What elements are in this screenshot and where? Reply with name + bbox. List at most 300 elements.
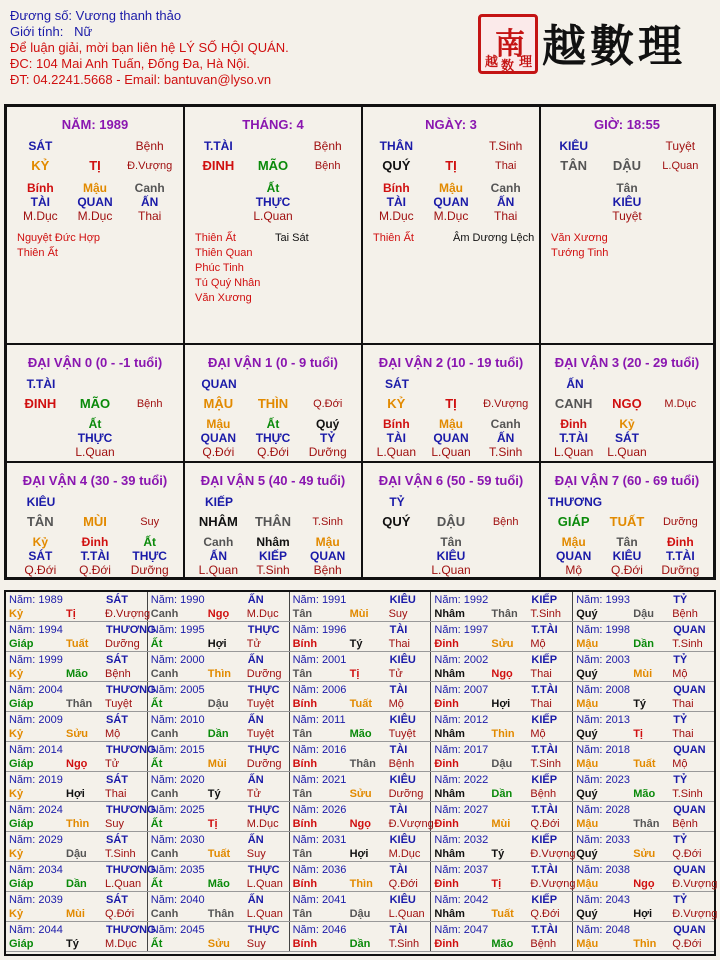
year-god: KIẾP — [531, 774, 558, 786]
pillar-row-item — [654, 195, 707, 209]
luck-pillar-6 — [362, 462, 540, 578]
seal-char-2: 越 — [485, 55, 499, 70]
year-label-text: Năm: — [292, 684, 319, 696]
pillar-row-item — [369, 563, 424, 577]
year-label — [151, 773, 205, 787]
pillar-row-item: M.Dục — [77, 209, 113, 223]
year-cell — [290, 802, 432, 831]
luck-pillar-title: ĐẠI VẬN 6 (50 - 59 tuổi) — [378, 473, 524, 488]
year-stem: Bính — [292, 638, 318, 650]
pillar-row-item: QUÝ — [382, 514, 411, 529]
year-god: TÀI — [389, 804, 408, 816]
pillar-row — [13, 563, 177, 577]
pillar-row — [13, 139, 177, 153]
pillar-row — [191, 445, 355, 459]
pillar-row-item — [654, 445, 707, 459]
pillar-row — [547, 195, 707, 209]
year-stem: Tân — [292, 908, 313, 920]
year-god: THỰC — [247, 684, 280, 696]
pillar-row-item: Canh — [490, 181, 521, 195]
name-line — [10, 8, 470, 24]
year-number: 1994 — [38, 624, 63, 636]
year-number: 2013 — [605, 714, 631, 726]
year-label-text: Năm: — [292, 774, 319, 786]
year-phase: L.Quan — [105, 878, 142, 890]
gender-label: Giới tính: — [10, 24, 64, 39]
pillar-stars — [195, 231, 260, 306]
year-branch: Hợi — [207, 638, 227, 650]
year-label — [9, 923, 63, 937]
pillar-row-item: L.Quan — [431, 445, 471, 459]
year-stem: Quý — [576, 788, 598, 800]
year-number: 2048 — [605, 924, 631, 936]
year-cell — [6, 862, 156, 891]
year-phase: Dưỡng — [246, 668, 282, 680]
year-label — [293, 713, 346, 727]
brand-title: 越數理 — [542, 21, 686, 72]
year-god: TỶ — [673, 834, 688, 846]
pillar-row-item: Dưỡng — [130, 563, 169, 577]
year-number: 2041 — [321, 894, 347, 906]
year-god: ẤN — [247, 834, 264, 846]
year-phase: Đ.Vượng — [388, 818, 434, 830]
pillar-row-item: Bệnh — [136, 398, 163, 410]
year-number: 2002 — [463, 654, 489, 666]
pillar-row-item: L.Quan — [376, 445, 417, 459]
year-god: TÀI — [389, 624, 408, 636]
pillar-row — [547, 445, 707, 459]
year-label-text: Năm: — [150, 744, 178, 756]
pillar-row-item: NGỌ — [612, 396, 642, 411]
year-phase: Dưỡng — [105, 638, 140, 650]
pillar-row — [191, 181, 355, 195]
pillar-row — [369, 445, 533, 459]
year-number: 2018 — [605, 744, 631, 756]
pillar-row-item: Bệnh — [135, 139, 164, 153]
pillar-row-item: TÀI — [30, 195, 50, 209]
star-name: Văn Xương — [195, 292, 252, 304]
year-label — [9, 593, 63, 607]
yearly-table — [4, 590, 716, 956]
year-branch: Dần — [207, 728, 229, 740]
pillar-row-item: TÂN — [26, 514, 54, 529]
year-cell — [431, 622, 573, 651]
year-label-text: Năm: — [576, 594, 603, 606]
year-label — [434, 713, 488, 727]
pillar-row-item — [654, 431, 707, 445]
year-number: 1997 — [463, 624, 489, 636]
year-label — [9, 803, 63, 817]
year-number: 1998 — [605, 624, 631, 636]
year-label-text: Năm: — [576, 924, 603, 936]
year-cell — [431, 712, 573, 741]
year-phase: Thai — [388, 638, 410, 650]
pillar-row-item: THÂN — [254, 514, 292, 529]
year-label — [151, 803, 205, 817]
pillar-row — [191, 431, 355, 445]
year-god: KIẾP — [531, 594, 558, 606]
year-phase: Mộ — [530, 728, 546, 740]
year-god: THƯƠNG — [106, 684, 156, 696]
year-phase: Mộ — [672, 668, 688, 680]
year-label-text: Năm: — [292, 924, 319, 936]
pillar-row-item: KỶ — [31, 158, 50, 173]
year-branch: Tuất — [633, 758, 656, 770]
year-number: 1992 — [463, 594, 489, 606]
year-label-text: Năm: — [150, 924, 178, 936]
pillar-row-item: THỰC — [132, 549, 167, 563]
year-number: 2005 — [180, 684, 205, 696]
year-cell — [573, 832, 714, 861]
year-branch: Thìn — [491, 728, 515, 740]
year-label-text: Năm: — [292, 744, 319, 756]
year-label-text: Năm: — [292, 594, 319, 606]
year-label — [293, 833, 347, 847]
year-god: SÁT — [106, 654, 128, 666]
year-label-text: Năm: — [9, 654, 36, 666]
pillar-row-item: SÁT — [614, 431, 639, 445]
pillar-stars — [373, 231, 414, 246]
year-label — [151, 593, 205, 607]
pillar-row-item: Tân — [440, 535, 462, 549]
pillar-row — [369, 515, 533, 529]
year-god: T.TÀI — [531, 924, 558, 936]
year-branch: Mão — [633, 788, 656, 800]
year-number: 2038 — [605, 864, 631, 876]
year-phase: Đ.Vượng — [672, 908, 718, 920]
year-cell — [431, 832, 576, 861]
pillar-row-item — [547, 209, 600, 223]
pillar-row-item: TÀI — [386, 431, 406, 445]
year-number: 2022 — [463, 774, 489, 786]
year-label — [434, 743, 488, 757]
pillar-row-item: TÂN — [560, 158, 588, 173]
pillar-row-item: Bính — [383, 417, 410, 431]
year-god: ẤN — [247, 714, 264, 726]
year-phase: Đ.Vượng — [530, 878, 576, 890]
year-number: 2029 — [38, 834, 63, 846]
year-cell — [431, 652, 573, 681]
year-label-text: Năm: — [150, 774, 178, 786]
year-stem: Tân — [292, 788, 313, 800]
pillar-row-item — [300, 181, 355, 195]
year-label — [151, 713, 205, 727]
year-number: 2047 — [463, 924, 489, 936]
year-cell — [148, 622, 290, 651]
year-god: TỶ — [673, 594, 688, 606]
pillar-row — [547, 159, 707, 173]
year-row — [6, 712, 714, 742]
year-label-text: Năm: — [434, 774, 461, 786]
pillar-row-item: Đ.Vượng — [483, 398, 529, 410]
year-number: 2019 — [38, 774, 63, 786]
year-label — [9, 623, 63, 637]
year-god: QUAN — [673, 924, 706, 936]
luck-pillar-god: QUAN — [201, 377, 237, 391]
year-cell — [148, 712, 290, 741]
year-cell — [148, 682, 290, 711]
year-stem: Mậu — [576, 938, 599, 950]
year-number: 2021 — [321, 774, 347, 786]
year-god: KIÊU — [389, 594, 416, 606]
year-cell — [148, 892, 290, 921]
year-number: 2014 — [38, 744, 63, 756]
year-row — [6, 832, 714, 862]
luck-pillar-title: ĐẠI VẬN 2 (10 - 19 tuổi) — [378, 355, 524, 370]
pillar-row — [13, 209, 177, 223]
year-label — [9, 833, 63, 847]
year-label-text: Năm: — [434, 834, 461, 846]
pillar-row-item: CANH — [554, 396, 593, 411]
pillar-0 — [6, 106, 184, 344]
pillar-row — [369, 549, 533, 563]
star-name: Tai Sát — [275, 232, 309, 244]
year-phase: Đ.Vượng — [672, 878, 718, 890]
year-phase: Tuyệt — [388, 728, 416, 740]
year-god: THƯƠNG — [106, 864, 156, 876]
year-god: KIẾP — [531, 834, 558, 846]
pillar-2 — [362, 106, 540, 344]
year-phase: Q.Đới — [105, 908, 135, 920]
pillar-row-item — [300, 209, 355, 223]
year-label — [434, 893, 488, 907]
year-phase: T.Sinh — [672, 638, 703, 650]
year-cell — [573, 622, 714, 651]
year-stem: Kỷ — [9, 848, 24, 860]
luck-pillar-god: TỶ — [389, 495, 405, 509]
pillar-row-item: ĐINH — [24, 396, 57, 411]
year-label-text: Năm: — [576, 684, 603, 696]
year-cell — [290, 742, 432, 771]
pillar-row-item: QUAN — [77, 195, 113, 209]
year-number: 2024 — [38, 804, 63, 816]
year-phase: Q.Đới — [672, 938, 702, 950]
pillar-row-item: THỰC — [255, 195, 291, 209]
year-branch: Dần — [633, 638, 654, 650]
star-name: Thiên Ất — [373, 232, 414, 244]
pillar-row-item — [13, 445, 68, 459]
pillar-row — [13, 181, 177, 195]
year-label-text: Năm: — [150, 714, 178, 726]
year-god: TÀI — [389, 744, 408, 756]
year-number: 2011 — [321, 714, 346, 726]
year-number: 1991 — [321, 594, 347, 606]
year-label-text: Năm: — [434, 624, 461, 636]
year-label-text: Năm: — [150, 654, 178, 666]
year-label-text: Năm: — [9, 624, 36, 636]
year-phase: Q.Đới — [530, 908, 560, 920]
year-phase: Bệnh — [530, 938, 557, 950]
pillar-row-item — [122, 417, 177, 431]
pillar-row-item: TÀI — [386, 195, 406, 209]
year-label-text: Năm: — [434, 924, 461, 936]
year-god: T.TÀI — [531, 744, 558, 756]
year-label-text: Năm: — [9, 594, 36, 606]
pillar-row — [369, 417, 533, 431]
pillar-row-item: NHÂM — [198, 514, 238, 529]
pillar-row — [369, 563, 533, 577]
year-stem: Mậu — [576, 758, 599, 770]
year-branch: Tý — [491, 848, 505, 860]
pillar-row-item — [191, 181, 246, 195]
year-stem: Nhâm — [434, 788, 465, 800]
year-label — [293, 683, 347, 697]
year-phase: M.Dục — [388, 848, 421, 860]
pillar-row-item: Mộ — [565, 563, 582, 577]
luck-pillar-title: ĐẠI VẬN 3 (20 - 29 tuổi) — [554, 355, 700, 370]
year-branch: Thìn — [207, 668, 232, 680]
year-branch: Thìn — [633, 938, 657, 950]
year-number: 2012 — [463, 714, 489, 726]
year-branch: Mão — [66, 668, 88, 680]
year-label — [576, 923, 630, 937]
year-cell — [290, 772, 432, 801]
year-label-text: Năm: — [150, 894, 178, 906]
year-stem: Giáp — [9, 878, 34, 890]
year-stem: Giáp — [9, 938, 34, 950]
year-number: 2037 — [463, 864, 489, 876]
star-name: Tướng Tinh — [551, 247, 609, 259]
pillar-row-item: KIẾP — [259, 549, 288, 563]
pillar-row-item: Thai — [138, 209, 162, 223]
year-branch: Hợi — [633, 908, 653, 920]
pillar-row-item: T.TÀI — [665, 549, 695, 563]
year-label — [9, 743, 63, 757]
year-cell — [431, 802, 573, 831]
year-god: TÀI — [389, 864, 408, 876]
year-label-text: Năm: — [576, 744, 603, 756]
year-cell — [431, 772, 573, 801]
year-label-text: Năm: — [434, 864, 461, 876]
year-stem: Đinh — [434, 758, 459, 770]
pillar-row-item — [547, 195, 600, 209]
year-stem: Bính — [292, 758, 318, 770]
year-label — [293, 593, 347, 607]
year-god: THỰC — [247, 804, 280, 816]
contact-line: Để luận giải, mời bạn liên hệ LÝ SỐ HỘI QUÁN. — [10, 40, 289, 55]
year-phase: Tuyệt — [105, 698, 133, 710]
year-branch: Hợi — [491, 698, 511, 710]
year-phase: Dưỡng — [246, 758, 282, 770]
year-label — [293, 653, 347, 667]
year-cell — [6, 742, 156, 771]
year-god: THỰC — [247, 624, 280, 636]
pillar-row-item: THỰC — [255, 431, 291, 445]
year-branch: Mùi — [207, 758, 227, 770]
year-branch: Mùi — [633, 668, 653, 680]
luck-pillar-3 — [540, 344, 714, 462]
year-branch: Tý — [207, 788, 221, 800]
year-stem: Ất — [150, 638, 163, 650]
year-label-text: Năm: — [292, 834, 319, 846]
year-branch: Tý — [349, 638, 363, 650]
year-label-text: Năm: — [576, 804, 603, 816]
year-label — [151, 893, 205, 907]
year-stem: Ất — [150, 938, 163, 950]
year-stem: Bính — [292, 818, 318, 830]
year-number: 1996 — [321, 624, 347, 636]
pillar-row-item: DẬU — [436, 514, 466, 529]
star-name: Tú Quý Nhân — [195, 277, 261, 289]
year-label-text: Năm: — [434, 654, 461, 666]
year-stem: Tân — [292, 728, 313, 740]
pillar-row-item: M.Dục — [379, 209, 414, 223]
year-number: 2030 — [180, 834, 205, 846]
pillar-row-item: KIÊU — [612, 549, 642, 563]
year-god: T.TÀI — [531, 804, 558, 816]
luck-pillar-title: ĐẠI VẬN 7 (60 - 69 tuổi) — [554, 473, 700, 488]
pillar-row-item: Canh — [134, 181, 165, 195]
year-label-text: Năm: — [576, 714, 603, 726]
pillar-row-item — [122, 445, 177, 459]
year-branch: Ngọ — [207, 608, 230, 620]
year-label — [293, 803, 347, 817]
year-label-text: Năm: — [292, 804, 319, 816]
year-stem: Canh — [150, 728, 179, 740]
luck-pillar-title: ĐẠI VẬN 0 (0 - -1 tuổi) — [27, 355, 163, 370]
year-stem: Mậu — [576, 698, 599, 710]
year-god: THƯƠNG — [106, 624, 156, 636]
year-stem: Mậu — [576, 878, 599, 890]
year-branch: Mão — [349, 728, 372, 740]
year-phase: L.Quan — [246, 878, 283, 890]
year-stem: Ất — [150, 878, 163, 890]
year-label — [9, 713, 63, 727]
year-row — [6, 892, 718, 922]
year-god: QUAN — [673, 864, 706, 876]
pillar-row-item: THÌN — [257, 396, 289, 411]
year-phase: Mộ — [672, 758, 688, 770]
year-number: 2039 — [38, 894, 63, 906]
pillar-row-item: TỊ — [89, 158, 101, 173]
name-label: Đương số: — [10, 8, 73, 23]
year-god: KIẾP — [531, 654, 558, 666]
pillar-row-item: Quý — [316, 417, 340, 431]
year-cell — [148, 862, 290, 891]
year-god: ẤN — [247, 594, 264, 606]
year-label — [576, 833, 630, 847]
year-branch: Tý — [66, 938, 79, 950]
luck-pillar-title: ĐẠI VẬN 5 (40 - 49 tuổi) — [200, 473, 346, 488]
year-branch: Sửu — [349, 788, 372, 800]
year-phase: Suy — [246, 938, 266, 950]
pillar-row — [369, 139, 533, 153]
pillar-row-item: Tuyệt — [612, 209, 642, 223]
pillar-row-item: T.Sinh — [489, 139, 523, 153]
year-number: 1995 — [180, 624, 205, 636]
year-phase: M.Dục — [105, 938, 137, 950]
year-phase: T.Sinh — [530, 608, 561, 620]
year-label-text: Năm: — [150, 684, 178, 696]
year-branch: Dậu — [66, 848, 87, 860]
pillar-row — [191, 195, 355, 209]
year-label — [151, 623, 205, 637]
year-label-text: Năm: — [576, 654, 603, 666]
year-phase: L.Quan — [388, 908, 425, 920]
year-label — [293, 893, 347, 907]
pillar-stars-secondary — [275, 231, 309, 246]
pillar-row-item — [478, 563, 533, 577]
pillar-row-item: M.Dục — [664, 398, 697, 410]
year-god: SÁT — [106, 894, 128, 906]
pillar-row — [369, 209, 533, 223]
pillar-row-item: KỶ — [387, 396, 406, 411]
pillar-row-item: Mậu — [83, 181, 107, 195]
brand-logo — [478, 6, 714, 78]
year-stem: Tân — [292, 668, 313, 680]
year-label — [151, 833, 205, 847]
pillar-row-item: Mậu — [315, 535, 340, 549]
